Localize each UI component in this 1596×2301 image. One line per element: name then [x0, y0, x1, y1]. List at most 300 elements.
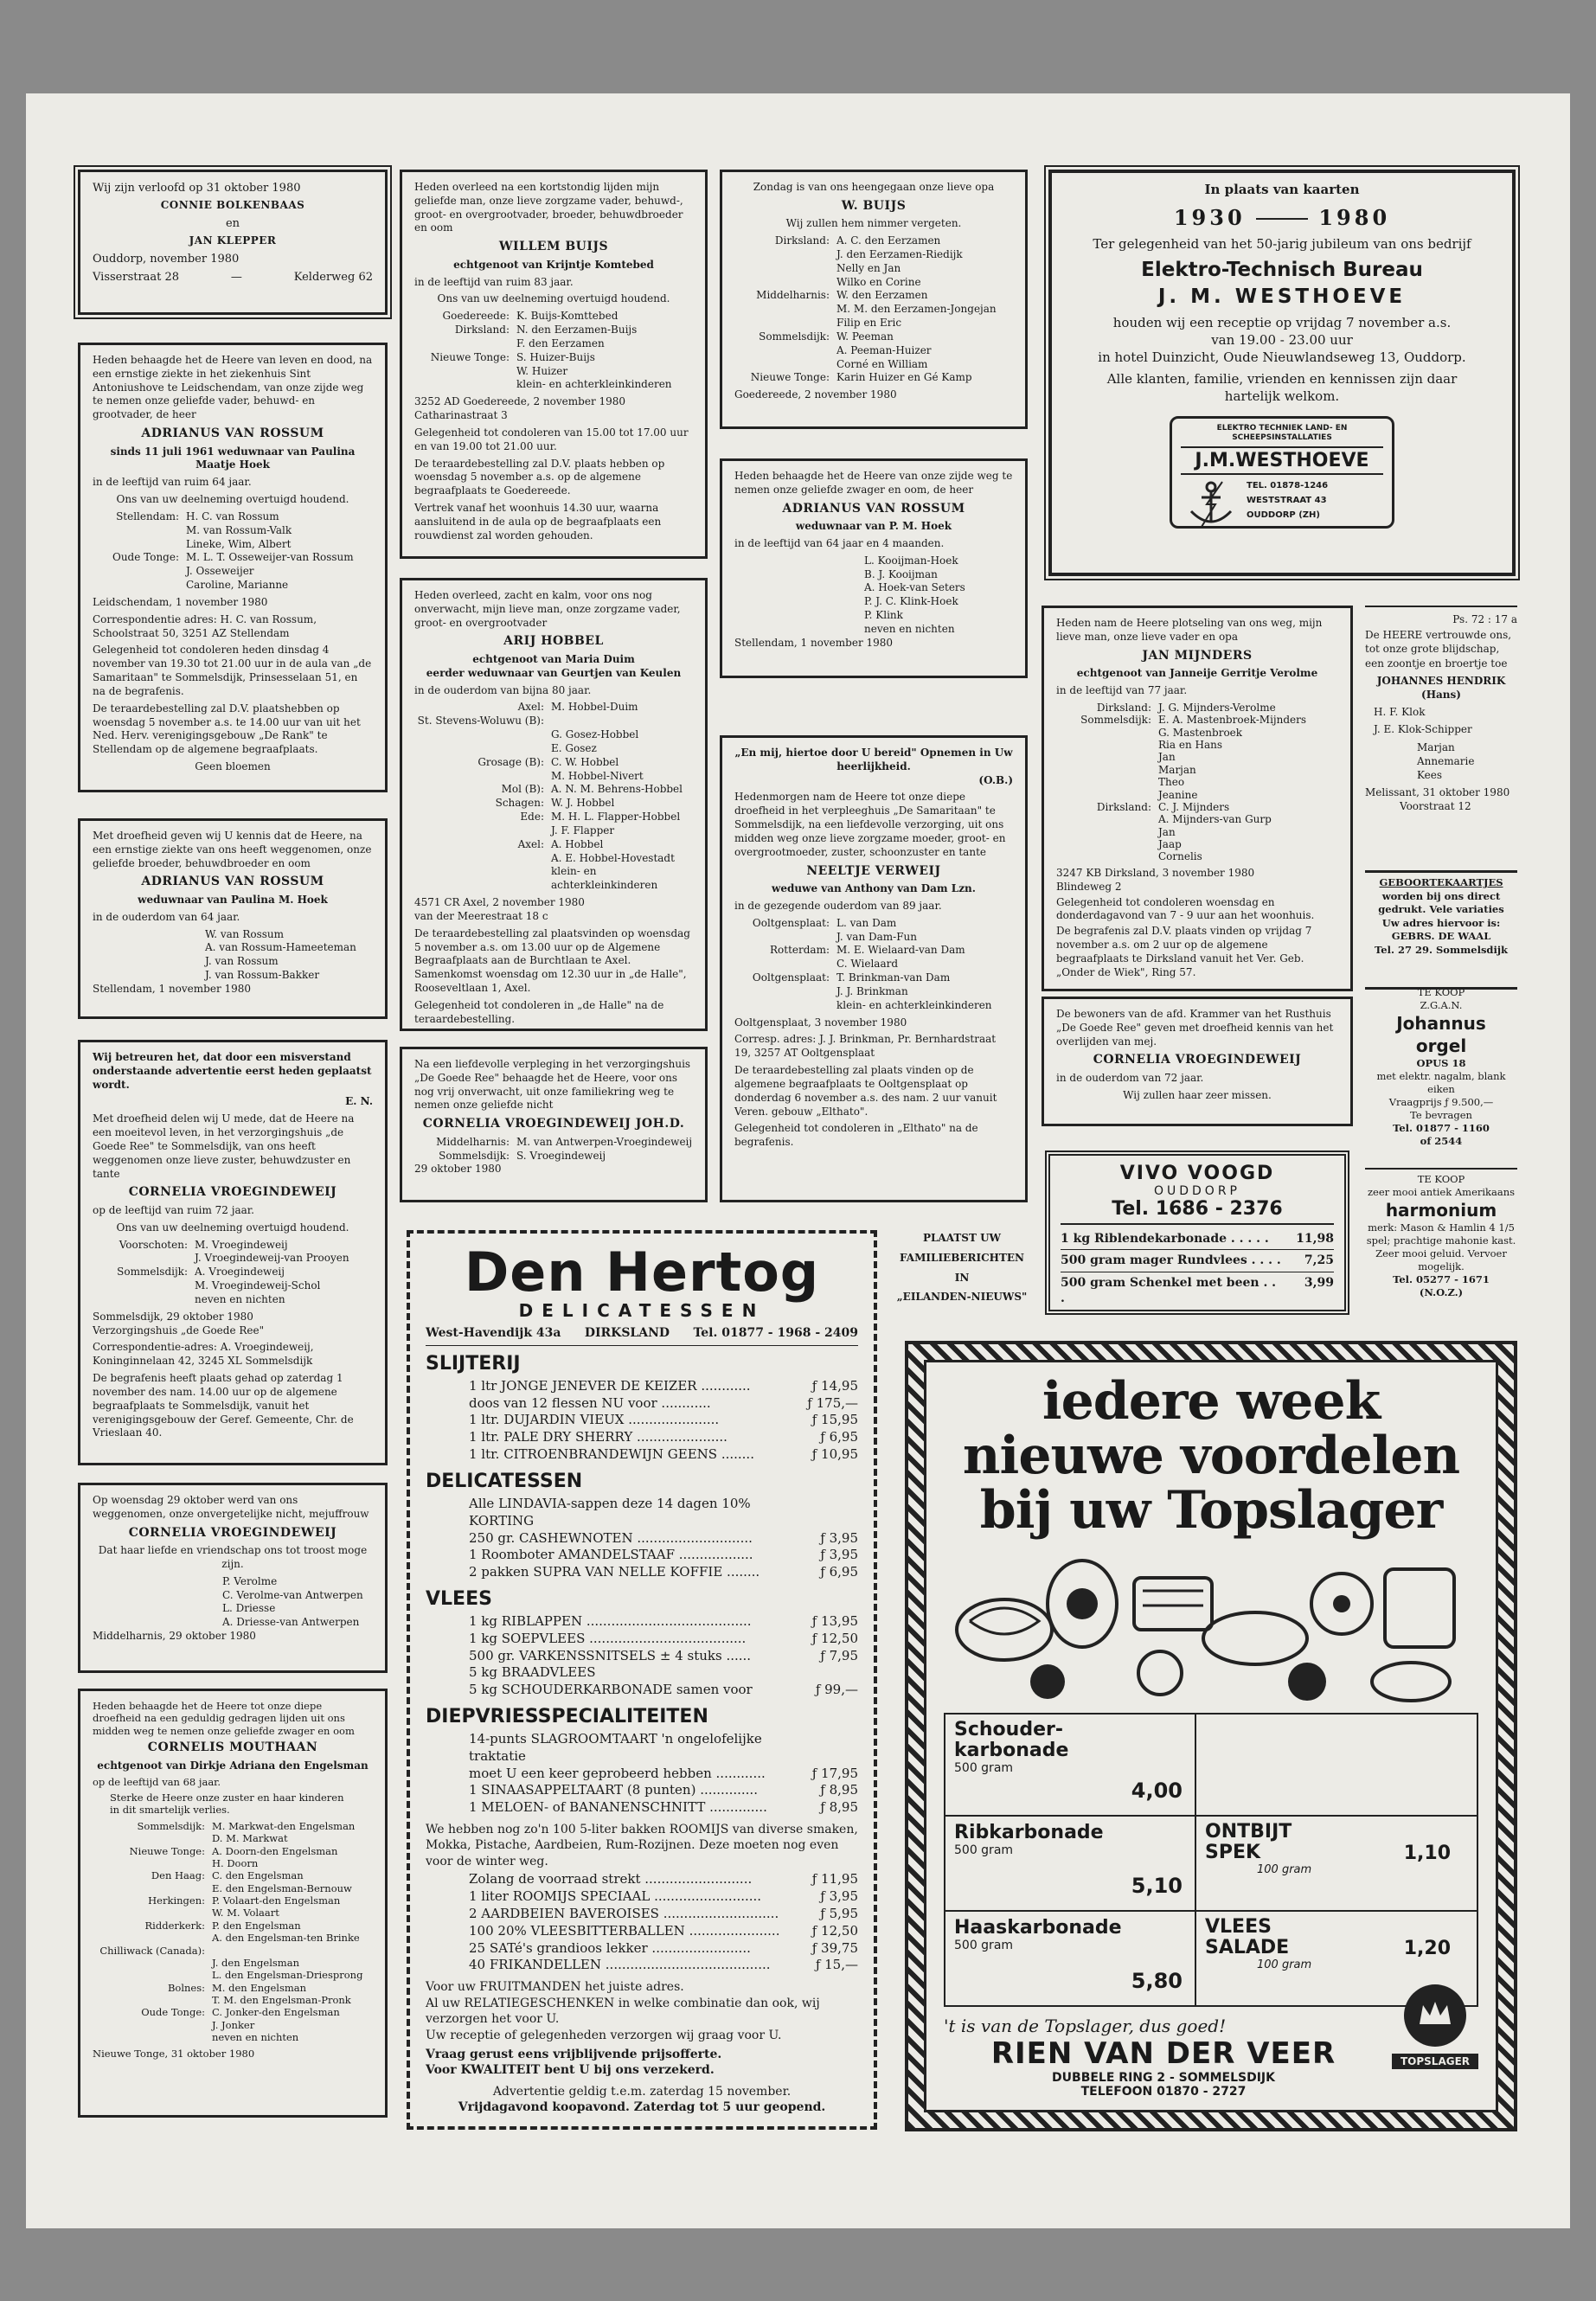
obit-name: CORNELIS MOUTHAAN	[147, 1740, 318, 1755]
family-row: Ede: M. H. L. Flapper-Hobbel	[520, 811, 681, 824]
family-row: Chilliwack (Canada):	[99, 1944, 205, 1957]
logo-tel: TEL. 01878-1246	[1247, 480, 1329, 490]
obit-intro: Met droefheid delen wij U mede, dat de Heere na een moeitevol leven, in het verzorgingshuis „de Goede Ree" te Sommelsdijk, van ons heeft weggenomen onze lieve zuster, behuwdzuster en tante	[93, 1112, 355, 1180]
family-row: neven en nichten	[212, 2031, 299, 2044]
obit-intro: Heden overleed na een kortstondig lijden mijn geliefde man, onze lieve zorgzame vader, behuwd-, groot- en overgrootvader, broeder, behuwdbroeder en oom	[414, 181, 683, 234]
obit-family: L. Kooijman-Hoek B. J. Kooijman A. Hoek-van Seters P. J. C. Klink-Hoek P. Klink neven en nichten	[864, 554, 965, 635]
plaatst-line-1: PLAATST UW	[922, 1232, 1002, 1244]
crown-badge-icon	[1401, 1981, 1470, 2050]
obit-line: Ons van uw deelneming overtuigd houdend.	[437, 292, 670, 305]
family-row: Sommelsdijk: E. A. Mastenbroek-Mijnders	[1080, 714, 1307, 727]
obit-funeral: De teraardebestelling zal D.V. plaatshebben op woensdag 5 november a.s. te 14.00 uur van uit het Ned. Herv. verenigingsgebouw „De Rank" te Stellendam op de algemene begraafplaats.	[93, 702, 361, 756]
obit-name: CORNELIA VROEGINDEWEIJ JOH.D.	[422, 1117, 685, 1131]
obit-intro: Heden nam de Heere plotseling van ons weg, mijn lieve man, onze lieve vader en opa	[1056, 617, 1323, 643]
obit-date: 3252 AD Goedereede, 2 november 1980	[414, 395, 626, 408]
obit-intro: Met droefheid geven wij U kennis dat de Heere, na een ernstige ziekte van ons heeft weggenomen, onze geliefde broeder, behuwdbroeder en oom	[93, 830, 372, 869]
birth-date: Melissant, 31 oktober 1980	[1365, 786, 1510, 799]
family-row: Oude Tonge: M. L. T. Osseweijer-van Rossum	[112, 551, 354, 564]
geboorte-order: Uw adres hiervoor is:	[1381, 916, 1501, 929]
price-line: 25 SATé's grandioos lekker ........................ ƒ 39,75	[469, 1939, 858, 1956]
obit-name: W. BUIJS	[841, 198, 907, 213]
obituary-mijnders	[1042, 606, 1353, 991]
obit-name: ADRIANUS VAN ROSSUM	[141, 875, 324, 889]
obit-funeral: De teraardebestelling zal D.V. plaats hebben op woensdag 5 november a.s. op de algemene begraafplaats te Goedereede.	[414, 457, 665, 497]
obituary-vroegindeweij-1	[78, 1040, 388, 1465]
engagement-addr-1: Visserstraat 28	[93, 271, 180, 285]
topslager-headline-1: iedere week	[1042, 1371, 1381, 1432]
family-row: Bolnes: M. den Engelsman	[167, 1981, 307, 1994]
obit-place: Verzorgingshuis „de Goede Ree"	[93, 1324, 265, 1336]
obit-date: Stellendam, 1 november 1980	[93, 982, 252, 995]
westhoeve-jubilee-ad	[1048, 170, 1516, 576]
family-row: Ooltgensplaat: L. van Dam	[752, 916, 897, 929]
den-hertog-kwaliteit: Voor KWALITEIT bent U bij ons verzekerd.	[426, 2063, 715, 2078]
den-hertog-addr: West-Havendijk 43a	[426, 1326, 561, 1341]
obit-date: 3247 KB Dirksland, 3 november 1980	[1056, 866, 1255, 879]
plaatst-line-4: „EILANDEN-NIEUWS"	[896, 1291, 1028, 1304]
logo-top: ELEKTRO TECHNIEK LAND- EN SCHEEPSINSTALLATIES	[1216, 423, 1348, 442]
geboorte-title: GEBOORTEKAARTJES	[1379, 876, 1503, 888]
obit-line: Wij zullen hem nimmer vergeten.	[785, 217, 962, 230]
family-row: Sommelsdijk: W. Peeman	[759, 330, 894, 343]
harmonium-ad	[1365, 1173, 1517, 1325]
obit-family	[1056, 702, 1338, 863]
topslager-ad	[905, 1341, 1517, 2131]
logo-town: OUDDORP (ZH)	[1247, 510, 1320, 520]
family-row: J. F. Flapper	[551, 824, 615, 836]
family-row: Wilko en Corine	[836, 275, 921, 288]
engagement-and: en	[225, 216, 240, 230]
den-hertog-sections	[426, 1351, 858, 1817]
family-row: Sommelsdijk: M. Markwat-den Engelsman	[137, 1819, 356, 1832]
obit-no-flowers: Geen bloemen	[195, 760, 271, 772]
engagement-intro: Wij zijn verloofd op 31 oktober 1980	[93, 182, 301, 195]
harmonium-desc: zeer mooi antiek Amerikaans	[1367, 1185, 1516, 1198]
obit-funeral: De teraardebestelling zal plaats vinden op de algemene begraafplaats te Ooltgensplaat op donderdag 6 november a.s. des nam. 2 uur vanuit Veren. gebouw „Elthato".	[734, 1064, 997, 1118]
den-hertog-roomijs: We hebben nog zo'n 100 5-liter bakken ROOMIJS van diverse smaken, Mokka, Pistache, Aardbeien, Rum-Rozijnen. Deze moeten nog even voor de winter weg.	[426, 1822, 858, 1868]
price-line: moet U een keer geprobeerd hebben ............ ƒ 17,95	[469, 1765, 858, 1781]
birth-addr: Voorstraat 12	[1400, 800, 1471, 813]
price-line: 1 ltr. DUJARDIN VIEUX ...................... ƒ 15,95	[469, 1412, 858, 1428]
family-row: Schagen: W. J. Hobbel	[495, 797, 615, 810]
obit-intro: Zondag is van ons heengegaan onze lieve opa	[753, 181, 995, 193]
price-line: 1 ltr. CITROENBRANDEWIJN GEENS ........ ƒ 10,95	[469, 1446, 858, 1463]
den-hertog-vraag: Vraag gerust eens vrijblijvende prijsofferte.	[426, 2047, 722, 2061]
price-line: Alle LINDAVIA-sappen deze 14 dagen 10% KORTING	[469, 1495, 751, 1529]
family-row: Nieuwe Tonge: Karin Huizer en Gé Kamp	[750, 371, 972, 384]
price-cell-haaskarbonade: Haaskarbonade 500 gram 5,80	[945, 1912, 1196, 2005]
jubilee-firm-2: J. M. WESTHOEVE	[1157, 285, 1407, 308]
logo-addr: WESTSTRAAT 43	[1247, 495, 1327, 505]
jubilee-year-1: 1930	[1173, 204, 1246, 230]
obit-addr: Blindeweg 2	[1056, 880, 1122, 893]
family-row: Axel: A. Hobbel	[517, 837, 604, 850]
obit-sub: weduwe van Anthony van Dam Lzn.	[772, 882, 976, 895]
family-row: Ria en Hans	[1158, 738, 1222, 751]
family-row: H. Doorn	[212, 1856, 259, 1869]
family-row: klein- en achterkleinkinderen	[836, 998, 992, 1011]
birth-parent-2: J. E. Klok-Schipper	[1374, 723, 1472, 736]
family-row: E. den Engelsman-Bernouw	[212, 1881, 352, 1894]
birth-intro: De HEERE vertrouwde ons, tot onze grote blijdschap, een zoontje en broertje toe	[1365, 629, 1512, 670]
obit-cond: Gelegenheid tot condoleren in „Elthato" na de begrafenis.	[734, 1122, 978, 1149]
family-row: Marjan	[1158, 763, 1196, 776]
obit-funeral: De begrafenis heeft plaats gehad op zaterdag 1 november des nam. 14.00 uur op de algemene begraafplaats te Sommelsdijk, vanuit het verenigingsgebouw der Geref. Gemeente, Chr. de Vrieslaan 40.	[93, 1372, 354, 1439]
obit-corr: Correspondentie-adres: A. Vroegindeweij, Koninginnelaan 42, 3245 XL Sommelsdijk	[93, 1341, 314, 1368]
obit-intro: Na een liefdevolle verpleging in het verzorgingshuis „De Goede Ree" behaagde het de Heere, voor ons nog vrij onverwacht, uit onze familiekring weg te nemen onze geliefde nicht	[414, 1058, 691, 1112]
topslager-headline-3: bij uw Topslager	[979, 1480, 1443, 1541]
family-row: G. Mastenbroek	[1158, 726, 1243, 739]
vivo-price-line: 1 kg Riblendekarbonade . . . . . 11,98	[1061, 1228, 1334, 1250]
section-title: SLIJTERIJ	[426, 1352, 521, 1375]
obituary-hobbel	[400, 578, 708, 1031]
obit-line: Dat haar liefde en vriendschap ons tot troost moge zijn.	[98, 1544, 368, 1570]
family-row: E. Gosez	[551, 741, 597, 754]
family-row: M. M. den Eerzamen-Jongejan	[836, 303, 997, 316]
obit-age: op de leeftijd van ruim 72 jaar.	[93, 1203, 254, 1216]
family-row: Axel: M. Hobbel-Duim	[517, 701, 638, 714]
obit-cond: Gelegenheid tot condoleren woensdag en donderdagavond van 7 - 9 uur aan het woonhuis.	[1056, 895, 1315, 922]
family-row: M. van Rossum-Valk	[186, 523, 292, 536]
family-row: Nieuwe Tonge: A. Doorn-den Engelsman	[129, 1844, 338, 1857]
price-line: 1 MELOEN- of BANANENSCHNITT .............. ƒ 8,95	[469, 1799, 858, 1816]
price-line: 1 Roomboter AMANDELSTAAF .................. ƒ 3,95	[469, 1547, 858, 1563]
birth-sibling-2: Annemarie	[1417, 754, 1475, 767]
obit-family: Goedereede: K. Buijs-Komttebed Dirksland: N. den Eerzamen-Buijs F. den Eerzamen Nieuwe Tonge: S. Huizer-Buijs W. Huizer klein- en achterkleinkinderen	[430, 310, 672, 391]
family-row: Grosage (B): C. W. Hobbel	[478, 755, 619, 768]
plaatst-line-2: FAMILIEBERICHTEN	[899, 1251, 1025, 1264]
family-row: Jeanine	[1158, 788, 1198, 801]
meat-illustration-icon	[944, 1543, 1480, 1708]
obit-sub: sinds 11 juli 1961 weduwnaar van Paulina Maatje Hoek	[110, 445, 356, 471]
birth-sibling-1: Marjan	[1417, 740, 1455, 753]
price-line: 1 kg RIBLAPPEN ........................................ ƒ 13,95	[469, 1612, 858, 1629]
obit-sub: weduwnaar van P. M. Hoek	[795, 520, 952, 533]
engagement-name-1: CONNIE BOLKENBAAS	[160, 199, 305, 212]
price-line: 2 pakken SUPRA VAN NELLE KOFFIE ........ ƒ 6,95	[469, 1564, 858, 1580]
obit-corr: Corresp. adres: J. J. Brinkman, Pr. Bernhardstraat 19, 3257 AT Ooltgensplaat	[734, 1033, 997, 1060]
obit-age: in de ouderdom van 72 jaar.	[1056, 1071, 1204, 1084]
price-line: 1 SINAASAPPELTAART (8 punten) .............. ƒ 8,95	[469, 1782, 858, 1798]
vivo-title: VIVO VOOGD	[1119, 1163, 1275, 1184]
jubilee-firm: Elektro-Technisch Bureau	[1141, 259, 1423, 282]
harmonium-tel: Tel. 05277 - 1671	[1393, 1272, 1490, 1285]
obit-intro: Heden behaagde het de Heere van leven en dood, na een ernstige ziekte in het ziekenhuis Sint Antoniushove te Leidschendam, van onze zijde weg te nemen onze geliefde vader, behuwd- en grootvader, de heer	[93, 354, 373, 421]
vivo-items	[1061, 1228, 1334, 1310]
section-title: VLEES	[426, 1587, 492, 1610]
obit-age: in de gezegende ouderdom van 89 jaar.	[734, 899, 942, 912]
family-row: Mol (B): A. N. M. Behrens-Hobbel	[501, 783, 683, 796]
obit-date: Middelharnis, 29 oktober 1980	[93, 1630, 256, 1643]
obit-name: JAN MIJNDERS	[1142, 648, 1253, 663]
obit-family	[414, 701, 693, 893]
price-line: 1 ltr. PALE DRY SHERRY ...................... ƒ 6,95	[469, 1429, 858, 1445]
obit-cond: Gelegenheid tot condoleren in „de Halle" na de teraardebestelling.	[414, 998, 664, 1025]
harmonium-name: harmonium	[1385, 1199, 1497, 1221]
orgel-tel: Tel. 01877 - 1160	[1393, 1121, 1490, 1134]
logo-name: J.M.WESTHOEVE	[1181, 446, 1383, 475]
birth-sibling-3: Kees	[1417, 768, 1443, 781]
obit-name: ARIJ HOBBEL	[503, 634, 604, 649]
obit-corr: Correspondentie adres: H. C. van Rossum, Schoolstraat 50, 3251 AZ Stellendam	[93, 612, 317, 639]
obit-date: Leidschendam, 1 november 1980	[93, 595, 268, 608]
birth-announcement	[1365, 606, 1517, 872]
obit-age: in de leeftijd van ruim 64 jaar.	[93, 476, 252, 489]
geboorte-tel: Tel. 27 29. Sommelsdijk	[1375, 943, 1508, 956]
obit-family	[734, 917, 1013, 1013]
den-hertog-fruit: Voor uw FRUITMANDEN het juiste adres.	[426, 1980, 684, 1995]
obit-sub: echtgenoot van Janneije Gerritje Verolme	[1076, 667, 1318, 680]
orgel-opus: OPUS 18	[1416, 1056, 1466, 1069]
family-row: Dirksland: J. G. Mijnders-Verolme	[1096, 701, 1276, 714]
orgel-tk: TE KOOP	[1417, 986, 1465, 998]
obit-cond: Gelegenheid tot condoleren van 15.00 tot 17.00 uur en van 19.00 tot 21.00 uur.	[414, 426, 689, 452]
engagement-place: Ouddorp, november 1980	[93, 252, 240, 266]
price-line: 1 liter ROOMIJS SPECIAAL .......................... ƒ 3,95	[469, 1888, 858, 1905]
price-cell-ontbijtspek: ONTBIJT SPEK 100 gram 1,10	[1196, 1817, 1477, 1912]
obituary-vroegindeweij-3: Na een liefdevolle verpleging in het verzorgingshuis „De Goede Ree" behaagde het de Heere, voor ons nog vrij onverwacht, uit onze familiekring weg te nemen onze geliefde nicht CORNELIA VROEGINDEWEIJ JOH.D. Middelharnis: M. van Antwerpen-Vroegindeweij Sommelsdijk: S. Vroegindeweij 29 oktober 1980	[400, 1047, 708, 1202]
family-row: klein- en achterkleinkinderen	[551, 865, 658, 892]
obit-intro: Heden behaagde het de Heere tot onze diepe droefheid na een geduldig gedragen lijden uit ons midden weg te nemen onze geliefde zwager en oom	[93, 1700, 355, 1737]
price-line: 5 kg BRAADVLEES	[469, 1664, 596, 1681]
jubilee-reception: houden wij een receptie op vrijdag 7 november a.s.	[1112, 314, 1452, 330]
family-row: J. J. Brinkman	[836, 984, 908, 997]
family-row: St. Stevens-Woluwu (B):	[417, 715, 544, 727]
obit-family: Voorschoten: M. Vroegindeweij J. Vroegindeweij-van Prooyen Sommelsdijk: A. Vroegindeweij M. Vroegindeweij-Schol neven en nichten	[117, 1238, 349, 1305]
harmonium-tk: TE KOOP	[1417, 1173, 1465, 1185]
obit-cond: Gelegenheid tot condoleren heden dinsdag 4 november van 19.30 tot 21.00 uur in de aula van „de Samaritaan" te Sommelsdijk, Prinsesselaan 51, en na de begrafenis.	[93, 644, 372, 697]
family-row: C. Wielaard	[836, 958, 899, 971]
obit-date: Nieuwe Tonge, 31 oktober 1980	[93, 2047, 255, 2060]
geboorte-firm: GEBRS. DE WAAL	[1391, 930, 1491, 943]
obituary-buijs	[400, 170, 708, 559]
obit-verse-ref: (O.B.)	[978, 773, 1013, 786]
obituary-mouthaan	[78, 1689, 388, 2118]
section-items	[426, 1731, 858, 1817]
birth-nick: (Hans)	[1421, 688, 1461, 701]
family-row: Jan	[1158, 751, 1176, 764]
plaatst-notice	[888, 1228, 1036, 1318]
engagement-notice	[78, 170, 388, 315]
den-hertog-koopavond: Vrijdagavond koopavond. Zaterdag tot 5 uur geopend.	[458, 2100, 826, 2115]
obit-age: in de ouderdom van bijna 80 jaar.	[414, 683, 592, 696]
jubilee-location: in hotel Duinzicht, Oude Nieuwlandseweg 13, Ouddorp.	[1098, 349, 1466, 365]
obit-date: Goedereede, 2 november 1980	[734, 388, 897, 401]
topslager-headline-2: nieuwe voordelen	[962, 1426, 1460, 1486]
price-line: doos van 12 flessen NU voor ............ ƒ 175,—	[469, 1394, 858, 1411]
obit-age: op de leeftijd van 68 jaar.	[93, 1775, 221, 1788]
obit-sub-2: eerder weduwnaar van Geurtjen van Keulen	[426, 666, 682, 679]
engagement-name-2: JAN KLEPPER	[189, 234, 277, 247]
family-row: D. M. Markwat	[212, 1832, 288, 1845]
den-hertog-tel: Tel. 01877 - 1968 - 2409	[693, 1326, 858, 1341]
topslager-price-grid	[944, 1713, 1478, 2007]
family-row: Lineke, Wim, Albert	[186, 537, 292, 550]
den-hertog-items-2	[426, 1871, 858, 1974]
obituary-vroegindeweij-4	[1042, 997, 1353, 1126]
obit-note-sig: E. N.	[345, 1095, 373, 1108]
family-row: Oude Tonge: C. Jonker-den Engelsman	[141, 2006, 340, 2019]
obit-line: Ons van uw deelneming overtuigd houdend.	[116, 1221, 349, 1234]
obit-name: CORNELIA VROEGINDEWEIJ	[128, 1185, 337, 1200]
family-row: Rotterdam: M. E. Wielaard-van Dam	[770, 944, 965, 957]
family-row: Herkingen: P. Volaart-den Engelsman	[148, 1894, 341, 1907]
obit-age: in de leeftijd van ruim 83 jaar.	[414, 275, 574, 288]
engagement-addr-2: Kelderweg 62	[293, 271, 373, 285]
orgel-info: Te bevragen	[1410, 1108, 1472, 1121]
family-row: Cornelis	[1158, 850, 1202, 863]
price-cell-vleessalade: VLEES SALADE 100 gram 1,20	[1205, 1916, 1451, 1972]
den-hertog-relatie: Al uw RELATIEGESCHENKEN in welke combinatie dan ook, wij verzorgen het voor U.	[426, 1996, 820, 2027]
westhoeve-logo	[1170, 416, 1394, 529]
topslager-shop: RIEN VAN DER VEER	[990, 2036, 1336, 2071]
obit-family: W. van Rossum A. van Rossum-Hameeteman J. van Rossum J. van Rossum-Bakker	[205, 927, 356, 982]
obituary-verweij	[720, 735, 1028, 1202]
jubilee-year-2: 1980	[1318, 204, 1391, 230]
den-hertog-title: Den Hertog	[464, 1240, 820, 1304]
obit-age: in de ouderdom van 64 jaar.	[93, 910, 240, 923]
obit-sub: echtgenoot van Dirkje Adriana den Engelsman	[97, 1759, 369, 1772]
den-hertog-geldig: Advertentie geldig t.e.m. zaterdag 15 november.	[492, 2084, 792, 2099]
family-row: Ridderkerk: P. den Engelsman	[144, 1919, 301, 1932]
obit-funeral: De teraardebestelling zal plaatsvinden op woensdag 5 november a.s. om 13.00 uur op de Algemene Begraafplaats aan de Burchtlaan te Axel. Samenkomst woensdag om 12.30 uur in „de Halle", Rooseveltlaan 1, Axel.	[414, 926, 690, 994]
obit-name: WILLEM BUIJS	[498, 240, 609, 254]
obit-addr: van der Meerestraat 18 c	[414, 909, 548, 922]
birth-name: JOHANNES HENDRIK	[1376, 674, 1506, 687]
family-row: A. Mijnders-van Gurp	[1158, 813, 1272, 826]
vivo-town: OUDDORP	[1153, 1184, 1241, 1198]
family-row: G. Gosez-Hobbel	[551, 728, 639, 741]
obit-age: in de leeftijd van 64 jaar en 4 maanden.	[734, 536, 945, 549]
price-line: 100 20% VLEESBITTERBALLEN ...................... ƒ 12,50	[469, 1922, 858, 1939]
price-line: 40 FRIKANDELLEN ........................................ ƒ 15,—	[469, 1957, 858, 1973]
obituary-vroegindeweij-2	[78, 1483, 388, 1673]
orgel-desc: met elektr. nagalm, blank eiken	[1376, 1069, 1506, 1095]
obit-intro: Op woensdag 29 oktober werd van ons weggenomen, onze onvergetelijke nicht, mejuffrouw	[93, 1494, 369, 1520]
topslager-tel: TELEFOON 01870 - 2727	[1080, 2085, 1247, 2099]
family-row: T. M. den Engelsman-Pronk	[212, 1994, 351, 2006]
obit-line: Wij zullen haar zeer missen.	[1123, 1088, 1272, 1101]
obit-name: ADRIANUS VAN ROSSUM	[782, 501, 965, 516]
price-cell-schouderkarbonade: Schouder-karbonade 500 gram 4,00	[945, 1715, 1196, 1817]
price-line: 5 kg SCHOUDERKARBONADE samen voor ƒ 99,—	[469, 1682, 858, 1698]
obit-name: CORNELIA VROEGINDEWEIJ	[1093, 1053, 1302, 1067]
price-line: 14-punts SLAGROOMTAART 'n ongelofelijke traktatie	[469, 1730, 762, 1764]
birth-parent-1: H. F. Klok	[1374, 706, 1426, 719]
family-row: Den Haag: C. den Engelsman	[151, 1869, 304, 1882]
jubilee-occasion: Ter gelegenheid van het 50-jarig jubileum van ons bedrijf	[1093, 236, 1471, 253]
obituary-van-rossum-1	[78, 343, 388, 792]
price-cell-ribkarbonade: Ribkarbonade 500 gram 5,10	[945, 1817, 1196, 1912]
family-row: J. den Eerzamen-Riedijk	[836, 247, 963, 260]
family-row: Ooltgensplaat: T. Brinkman-van Dam	[752, 971, 951, 984]
family-row: Theo	[1158, 776, 1185, 789]
obit-name: ADRIANUS VAN ROSSUM	[141, 426, 324, 441]
obit-family	[93, 1820, 373, 2044]
geboortekaartjes-ad	[1365, 870, 1517, 990]
price-cell-empty	[1196, 1715, 1477, 1817]
vivo-price-line: 500 gram mager Rundvlees . . . . 7,25	[1061, 1250, 1334, 1272]
obit-departure: Vertrek vanaf het woonhuis 14.30 uur, waarna aansluitend in de aula op de begraafplaats een rouwdienst zal worden gehouden.	[414, 502, 662, 542]
obit-name: NEELTJE VERWEIJ	[806, 863, 941, 878]
obit-date: Stellendam, 1 november 1980	[734, 636, 894, 649]
vivo-price-line: 500 gram Schenkel met been . . . 3,99	[1061, 1275, 1334, 1306]
family-row: Stellendam: H. C. van Rossum	[116, 510, 279, 522]
obituary-buijs-grandchildren	[720, 170, 1028, 429]
geboorte-text: worden bij ons direct gedrukt. Vele variaties	[1378, 889, 1504, 916]
section-title: DIEPVRIESSPECIALITEITEN	[426, 1705, 708, 1727]
obit-family	[734, 234, 1013, 385]
topslager-slogan: 't is van de Topslager, dus goed!	[944, 2016, 1227, 2036]
price-line: 2 AARDBEIEN BAVEROISES ............................ ƒ 5,95	[469, 1905, 858, 1921]
orgel-tel-2: of 2544	[1420, 1134, 1463, 1147]
birth-verse: Ps. 72 : 17 a	[1452, 613, 1517, 625]
orgel-item: orgel	[1415, 1035, 1467, 1056]
obit-intro: Hedenmorgen nam de Heere tot onze diepe droefheid in het verpleeghuis „De Samaritaan" te Sommelsdijk, na een liefdevolle verzorging, uit ons midden weg onze lieve zorgzame moeder, groot- en overgrootmoeder, zuster, schoonzuster en tante	[734, 791, 1006, 858]
price-line: 1 ltr JONGE JENEVER DE KEIZER ............ ƒ 14,95	[469, 1377, 858, 1394]
family-row: J. den Engelsman	[212, 1956, 299, 1969]
obit-intro: De bewoners van de afd. Krammer van het Rusthuis „De Goede Ree" geven met droefheid kennis van het overlijden van mej.	[1056, 1008, 1334, 1048]
price-line: 500 gr. VARKENSSNITSELS ± 4 stuks ...... ƒ 7,95	[469, 1647, 858, 1663]
anchor-icon	[1181, 478, 1241, 530]
family-row: A. Peeman-Huizer	[836, 343, 932, 356]
price-line: 1 kg SOEPVLEES ...................................... ƒ 12,50	[469, 1630, 858, 1646]
section-items	[426, 1378, 858, 1464]
jubilee-time: van 19.00 - 23.00 uur	[1211, 331, 1353, 348]
obit-date: 29 oktober 1980	[414, 1163, 502, 1176]
den-hertog-ad	[407, 1230, 877, 2130]
obit-family	[93, 510, 373, 593]
obit-date: Sommelsdijk, 29 oktober 1980	[93, 1310, 253, 1323]
obit-verse: „En mij, hiertoe door U bereid" Opnemen in Uw heerlijkheid.	[734, 747, 1013, 772]
obituary-van-rossum-2	[78, 818, 388, 1019]
jubilee-rule	[1256, 218, 1308, 220]
obit-line: Ons van uw deelneming overtuigd houdend.	[116, 493, 349, 506]
jubilee-invite: Alle klanten, familie, vrienden en kennissen zijn daar hartelijk welkom.	[1106, 371, 1458, 405]
family-row: Dirksland: A. C. den Eerzamen	[774, 234, 941, 247]
family-row: Dirksland: C. J. Mijnders	[1096, 800, 1230, 813]
family-row: J. van Dam-Fun	[836, 930, 917, 943]
family-row: W. M. Volaart	[212, 1907, 279, 1920]
family-row: J. Jonker	[212, 2018, 255, 2031]
obit-family: P. Verolme C. Verolme-van Antwerpen L. Driesse A. Driesse-van Antwerpen	[222, 1574, 363, 1629]
family-row: Nelly en Jan	[836, 261, 901, 274]
den-hertog-sub: DELICATESSEN	[518, 1300, 766, 1321]
family-row: Middelharnis: W. den Eerzamen	[756, 289, 928, 302]
obit-date: Ooltgensplaat, 3 november 1980	[734, 1016, 907, 1029]
harmonium-code: (N.O.Z.)	[1419, 1285, 1464, 1298]
family-row: Filip en Eric	[836, 317, 902, 330]
obit-sub: echtgenoot van Krijntje Komtebed	[453, 258, 654, 271]
orgel-price: Vraagprijs ƒ 9.500,—	[1388, 1095, 1494, 1108]
obit-addr: Catharinastraat 3	[414, 409, 508, 422]
price-line: 250 gr. CASHEWNOTEN ............................ ƒ 3,95	[469, 1529, 858, 1546]
family-row: L. den Engelsman-Driesprong	[212, 1969, 363, 1982]
orgel-name: Johannus	[1396, 1012, 1486, 1034]
obit-age: in de leeftijd van 77 jaar.	[1056, 683, 1188, 696]
engagement-dash: —	[230, 271, 242, 285]
section-items	[426, 1613, 858, 1699]
obit-intro: Heden behaagde het de Heere van onze zijde weg te nemen onze geliefde zwager en oom, de heer	[734, 470, 1013, 496]
family-row: A. E. Hobbel-Hovestadt	[551, 851, 675, 864]
orgel-zgan: Z.G.A.N.	[1420, 998, 1463, 1011]
plaatst-line-3: IN	[954, 1271, 970, 1284]
obit-intro: Heden overleed, zacht en kalm, voor ons nog onverwacht, mijn lieve man, onze zorgzame vader, groot- en overgrootvader	[414, 589, 681, 629]
family-row: Caroline, Marianne	[186, 579, 289, 592]
section-items	[426, 1496, 858, 1581]
obit-date: 4571 CR Axel, 2 november 1980	[414, 896, 585, 909]
topslager-badge: TOPSLAGER	[1392, 1981, 1478, 2069]
